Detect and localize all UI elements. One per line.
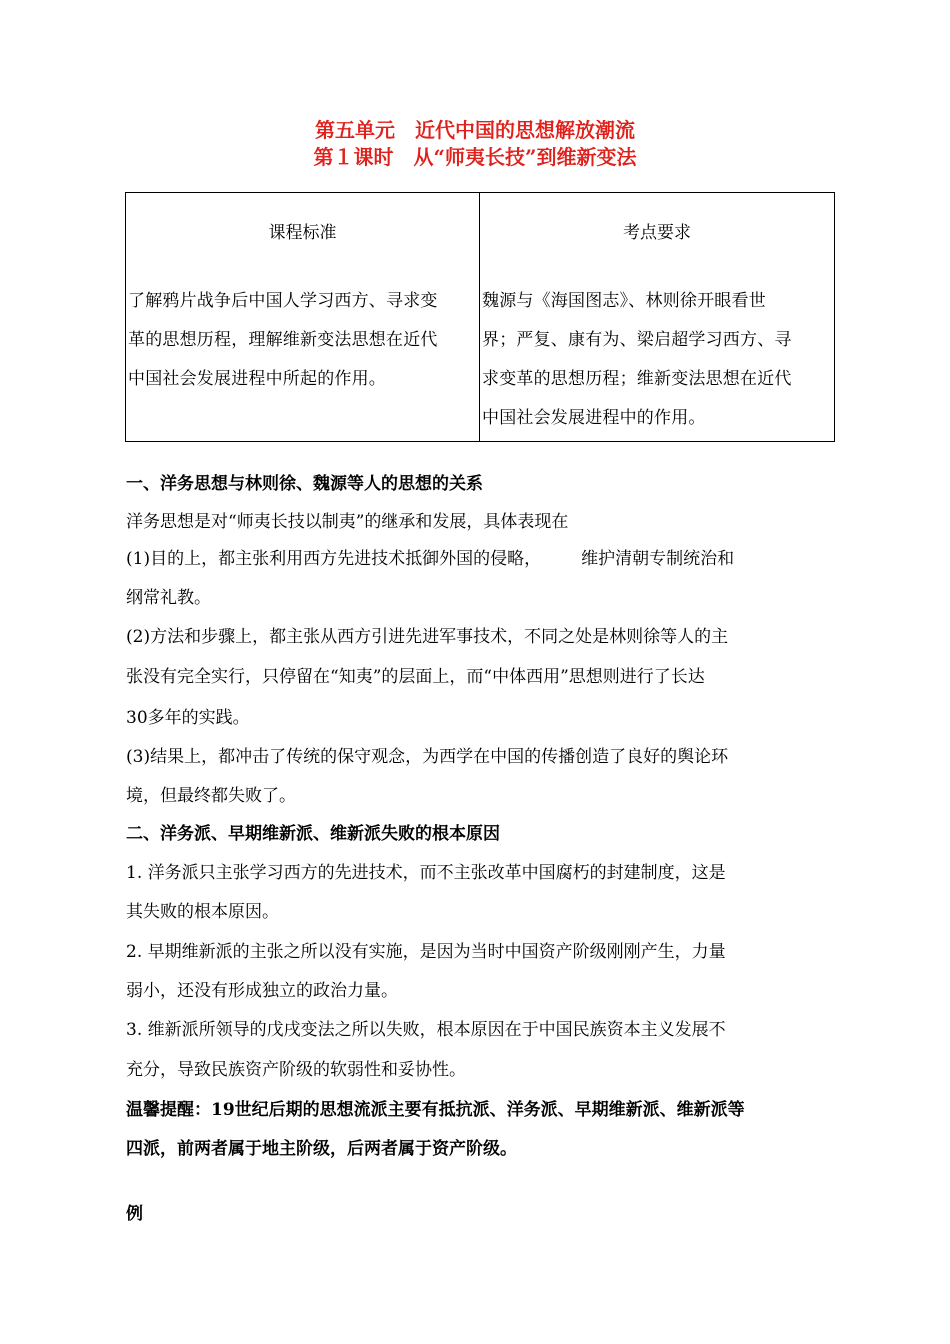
section1-intro: 洋务思想是对“师夷长技以制夷”的继承和发展，具体表现在 xyxy=(126,512,569,532)
tip-line1: 温馨提醒：19世纪后期的思想流派主要有抵抗派、洋务派、早期维新派、维新派等 xyxy=(126,1100,745,1120)
text-segment: 维护清朝专制统治和 xyxy=(581,549,735,569)
cell-line: 求变革的思想历程；维新变法思想在近代 xyxy=(482,369,792,389)
lesson-title: 第１课时 从“师夷长技”到维新变法 xyxy=(313,145,637,169)
section2-item3-line1: 3. 维新派所领导的戊戌变法之所以失败，根本原因在于中国民族资本主义发展不 xyxy=(126,1020,726,1040)
tip-line2: 四派，前两者属于地主阶级，后两者属于资产阶级。 xyxy=(126,1139,517,1159)
section1-point3-line1: (3)结果上，都冲击了传统的保守观念，为西学在中国的传播创造了良好的舆论环 xyxy=(126,747,729,767)
section1-point2-line1: (2)方法和步骤上，都主张从西方引进先进军事技术，不同之处是林则徐等人的主 xyxy=(126,627,729,647)
section1-point1-line1 xyxy=(126,547,826,571)
cell-line: 革的思想历程，理解维新变法思想在近代 xyxy=(128,330,438,350)
cell-line: 了解鸦片战争后中国人学习西方、寻求变 xyxy=(128,291,438,311)
section1-point2-line3: 30多年的实践。 xyxy=(126,708,250,728)
standards-table xyxy=(125,192,835,442)
table-header-requirements: 考点要求 xyxy=(480,193,835,280)
cell-line: 魏源与《海国图志》、林则徐开眼看世 xyxy=(482,291,766,311)
section2-item2-line2: 弱小，还没有形成独立的政治力量。 xyxy=(126,981,398,1001)
cell-line: 中国社会发展进程中所起的作用。 xyxy=(128,369,386,389)
example-label: 例 xyxy=(126,1204,143,1224)
text-segment: (1)目的上，都主张利用西方先进技术抵御外国的侵略， xyxy=(126,549,542,569)
unit-title: 第五单元 近代中国的思想解放潮流 xyxy=(315,118,635,142)
section2-item3-line2: 充分，导致民族资产阶级的软弱性和妥协性。 xyxy=(126,1060,466,1080)
table-cell-requirements xyxy=(480,279,835,442)
section2-item1-line2: 其失败的根本原因。 xyxy=(126,902,279,922)
cell-line: 界；严复、康有为、梁启超学习西方、寻 xyxy=(482,330,792,350)
section2-heading: 二、洋务派、早期维新派、维新派失败的根本原因 xyxy=(126,824,500,844)
cell-line: 中国社会发展进程中的作用。 xyxy=(482,408,706,428)
table-cell-curriculum xyxy=(126,279,480,442)
table-header-row xyxy=(126,193,835,280)
section1-heading: 一、洋务思想与林则徐、魏源等人的思想的关系 xyxy=(126,474,483,494)
section1-point2-line2: 张没有完全实行，只停留在“知夷”的层面上，而“中体西用”思想则进行了长达 xyxy=(126,667,705,687)
section1-point1-line2: 纲常礼教。 xyxy=(126,588,211,608)
section2-item2-line1: 2. 早期维新派的主张之所以没有实施，是因为当时中国资产阶级刚刚产生，力量 xyxy=(126,942,726,962)
table-header-curriculum: 课程标准 xyxy=(126,193,480,280)
section2-item1-line1: 1. 洋务派只主张学习西方的先进技术，而不主张改革中国腐朽的封建制度，这是 xyxy=(126,863,726,883)
table-row xyxy=(126,279,835,442)
section1-point3-line2: 境，但最终都失败了。 xyxy=(126,786,296,806)
